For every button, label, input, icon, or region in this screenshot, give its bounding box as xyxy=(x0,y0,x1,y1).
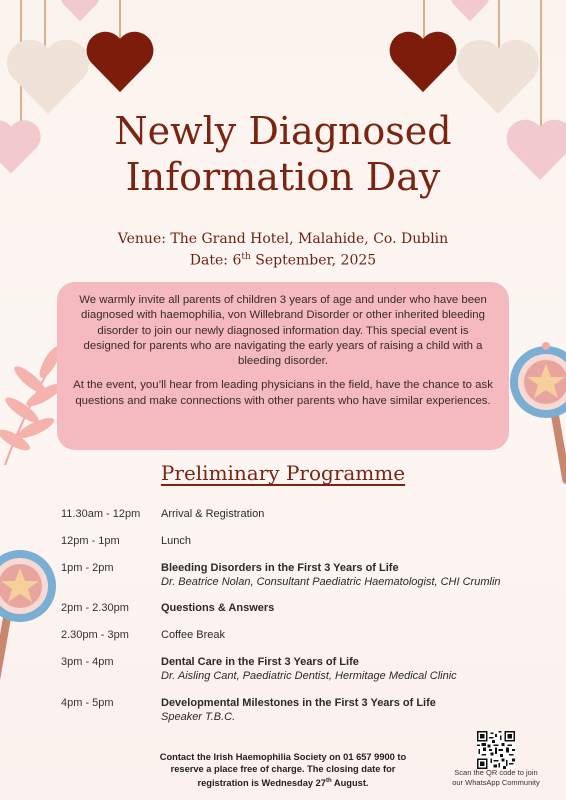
intro-box xyxy=(57,282,509,450)
contact-line-2: reserve a place free of charge. The closing date for xyxy=(170,764,396,774)
intro-paragraph-2: At the event, you’ll hear from leading physicians in the field, have the chance to ask questions and make connections with other parents who have similar experiences. xyxy=(73,379,493,407)
venue-text: Venue: The Grand Hotel, Malahide, Co. Dublin xyxy=(117,231,449,247)
date-prefix: Date: 6 xyxy=(189,252,242,269)
programme-title: Questions & Answers xyxy=(161,602,275,614)
programme-title: Bleeding Disorders in the First 3 Years of Life xyxy=(161,562,399,574)
programme-time: 12pm - 1pm xyxy=(61,535,120,547)
contact-line-3-prefix: registration is Wednesday 27 xyxy=(197,778,326,789)
page-title xyxy=(0,108,566,200)
heart-icon xyxy=(445,0,495,22)
heart-icon xyxy=(455,38,541,116)
programme-time: 2.30pm - 3pm xyxy=(61,629,129,641)
qr-caption-line-1: Scan the QR code to join xyxy=(454,768,538,777)
programme-title: Dental Care in the First 3 Years of Life xyxy=(161,656,359,668)
contact-info xyxy=(140,751,426,789)
rattle-icon xyxy=(0,540,62,690)
programme-title: Developmental Milestones in the First 3 Years of Life xyxy=(161,697,436,709)
programme-heading: Preliminary Programme xyxy=(160,461,406,485)
date-suffix: September, 2025 xyxy=(250,252,377,269)
venue-block xyxy=(0,230,566,270)
programme-title: Arrival & Registration xyxy=(161,508,265,520)
contact-superscript: th xyxy=(325,778,332,784)
contact-line-3 xyxy=(140,775,426,789)
qr-caption xyxy=(440,768,552,788)
programme-speaker: Speaker T.B.C. xyxy=(161,711,236,723)
qr-code-icon[interactable] xyxy=(477,731,515,769)
contact-line-1: Contact the Irish Haemophilia Society on 01 657 9900 to xyxy=(159,752,407,762)
intro-paragraph-1: We warmly invite all parents of children 3 years of age and under who have been diagnosed with haemophilia, von Willebrand Disorder or other inherited bleeding disorder to join our newly diagnosed information day. This special event is designed for parents who are navigating the early years of raising a child with a bleeding disorder. xyxy=(79,294,487,368)
programme-speaker: Dr. Aisling Cant, Paediatric Dentist, Hermitage Medical Clinic xyxy=(161,670,457,682)
contact-line-3-suffix: August. xyxy=(331,778,369,789)
title-line-2: Information Day xyxy=(125,155,441,199)
date-superscript: th xyxy=(241,252,251,262)
programme-time: 2pm - 2.30pm xyxy=(61,602,129,614)
programme-time: 4pm - 5pm xyxy=(61,697,114,709)
programme-title: Lunch xyxy=(161,535,191,547)
heart-icon xyxy=(85,30,155,94)
event-date xyxy=(0,248,566,270)
title-line-1: Newly Diagnosed xyxy=(114,109,452,153)
qr-caption-line-2: our WhatsApp Community xyxy=(452,778,540,787)
heart-icon xyxy=(55,0,105,22)
programme-time: 11.30am - 12pm xyxy=(61,508,141,520)
programme-time: 1pm - 2pm xyxy=(61,562,114,574)
programme-title: Coffee Break xyxy=(161,629,226,641)
heart-icon xyxy=(388,30,458,94)
programme-time: 3pm - 4pm xyxy=(61,656,114,668)
heart-icon xyxy=(5,38,91,116)
programme-speaker: Dr. Beatrice Nolan, Consultant Paediatric Haematologist, CHI Crumlin xyxy=(161,576,501,588)
